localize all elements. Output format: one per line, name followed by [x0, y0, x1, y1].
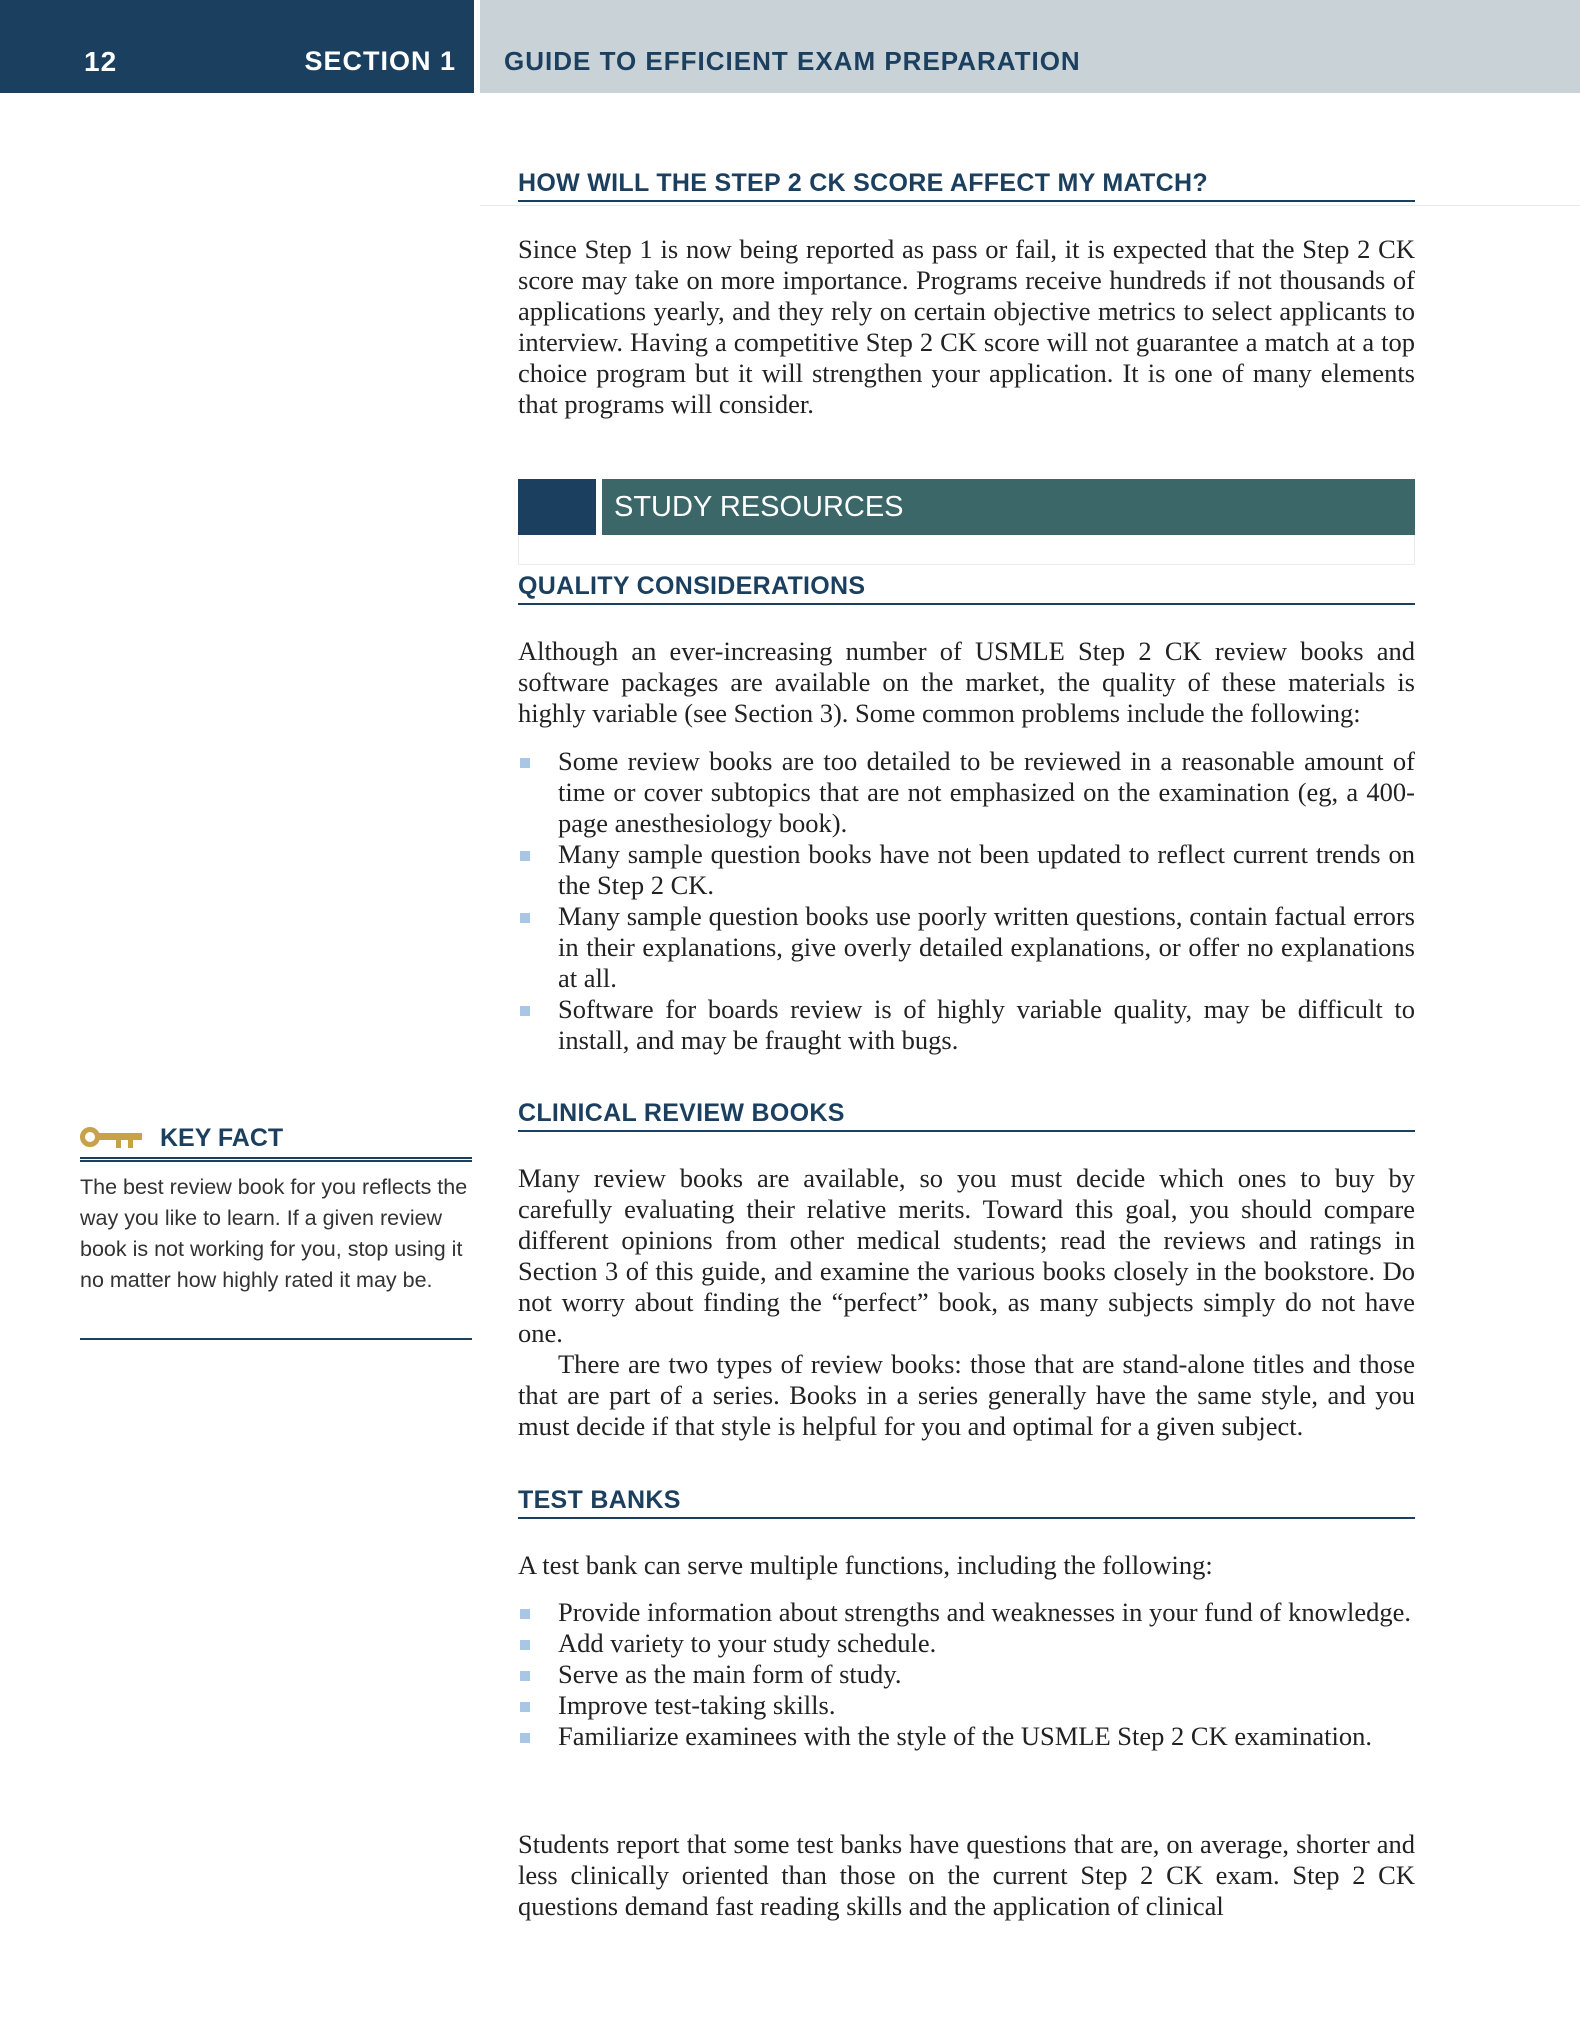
key-icon: [80, 1125, 144, 1156]
list-item: Software for boards review is of highly variable quality, may be difficult to install, and may be fraught with bugs.: [518, 994, 1415, 1056]
bullet-square: [520, 851, 530, 861]
band-accent-square: [518, 479, 596, 535]
bullet-square: [520, 1609, 530, 1619]
test-banks-closing: Students report that some test banks have questions that are, on average, shorter and less clinically oriented than those on the current Step 2 CK exam. Step 2 CK questions demand fast reading skills and the application of clinical: [518, 1829, 1415, 1921]
list-item: Provide information about strengths and weaknesses in your fund of knowledge.: [518, 1597, 1415, 1628]
quality-intro: Although an ever-increasing number of USMLE Step 2 CK review books and software packages are available on the market, the quality of these materials is highly variable (see Section 3). Some common problems include the following:: [518, 636, 1415, 728]
header-divider: [480, 205, 1580, 206]
quality-problems-list: [518, 746, 1415, 1056]
study-resources-title: STUDY RESOURCES: [614, 491, 904, 523]
match-heading: HOW WILL THE STEP 2 CK SCORE AFFECT MY MATCH?: [518, 168, 1415, 202]
test-banks-functions-list: [518, 1597, 1415, 1752]
key-fact-text: The best review book for you reflects the way you like to learn. If a given review book is not working for you, stop using it no matter how highly rated it may be.: [80, 1175, 468, 1292]
bullet-square: [520, 1733, 530, 1743]
section-label: SECTION 1: [304, 46, 456, 76]
bullet-square: [520, 913, 530, 923]
list-item: Some review books are too detailed to be reviewed in a reasonable amount of time or cover subtopics that are not emphasized on the examination (eg, a 400-page anesthesiology book).: [518, 746, 1415, 839]
list-item: Many sample question books have not been updated to reflect current trends on the Step 2 CK.: [518, 839, 1415, 901]
list-item: Many sample question books use poorly written questions, contain factual errors in their explanations, give overly detailed explanations, or offer no explanations at all.: [518, 901, 1415, 994]
quality-heading: QUALITY CONSIDERATIONS: [518, 571, 1415, 605]
key-fact-label: KEY FACT: [160, 1124, 284, 1152]
header-section-block: [0, 0, 474, 93]
list-item: Improve test-taking skills.: [518, 1690, 1415, 1721]
key-fact-bottom-rule: [80, 1338, 472, 1340]
list-item: Serve as the main form of study.: [518, 1659, 1415, 1690]
bullet-square: [520, 1006, 530, 1016]
review-books-paragraph-1: Many review books are available, so you must decide which ones to buy by carefully evaluating their relative merits. Toward this goal, you should compare different opinions from other medical students; read the reviews and ratings in Section 3 of this guide, and examine the various books closely in the bookstore. Do not worry about finding the “perfect” book, as many subjects simply do not have one.: [518, 1163, 1415, 1348]
bullet-square: [520, 1702, 530, 1712]
bullet-square: [520, 1640, 530, 1650]
key-fact-header: [80, 1123, 472, 1162]
review-books-paragraph-2: There are two types of review books: those that are stand-alone titles and those that are part of a series. Books in a series generally have the same style, and you must decide if that style is helpful for you and optimal for a given subject.: [518, 1349, 1415, 1441]
chapter-title: GUIDE TO EFFICIENT EXAM PREPARATION: [504, 46, 1081, 76]
match-paragraph: Since Step 1 is now being reported as pass or fail, it is expected that the Step 2 CK score may take on more importance. Programs receive hundreds if not thousands of applications yearly, and they rely on certain objective metrics to select applicants to interview. Having a competitive Step 2 CK score will not guarantee a match at a top choice program but it will strengthen your application. It is one of many elements that programs will consider.: [518, 234, 1415, 419]
bullet-square: [520, 1671, 530, 1681]
page-number: 12: [84, 46, 118, 77]
list-item: Add variety to your study schedule.: [518, 1628, 1415, 1659]
study-resources-band: [602, 479, 1415, 535]
list-item: Familiarize examinees with the style of the USMLE Step 2 CK examination.: [518, 1721, 1415, 1752]
test-banks-heading: TEST BANKS: [518, 1485, 1415, 1519]
test-banks-intro: A test bank can serve multiple functions, including the following:: [518, 1550, 1213, 1580]
header-title-block: [480, 0, 1580, 93]
bullet-square: [520, 758, 530, 768]
review-books-heading: CLINICAL REVIEW BOOKS: [518, 1098, 1415, 1132]
